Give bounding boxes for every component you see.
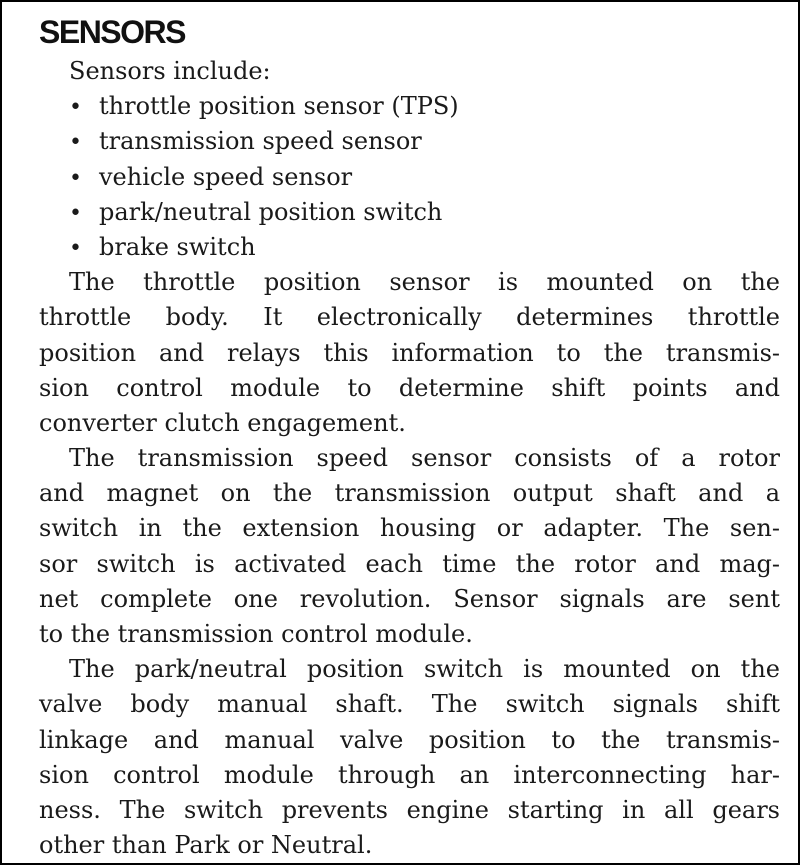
section-heading: SENSORS [39,14,185,50]
list-item-text: brake switch [99,232,256,261]
text-line: valve body manual shaft. The switch signals shift [39,690,780,719]
text-line: net complete one revolution. Sensor signals are sent [39,584,780,613]
text-line: The park/neutral position switch is mounted on the [69,655,780,684]
text-line: converter clutch engagement. [39,408,406,437]
text-line: position and relays this information to the transmis- [39,338,780,367]
text-line: and magnet on the transmission output shaft and a [39,479,780,508]
list-item [69,124,780,159]
bullet-icon: • [69,95,82,121]
list-item-text: throttle position sensor (TPS) [99,92,459,121]
list-item [69,230,780,265]
text-line: sor switch is activated each time the rotor and mag- [39,549,780,578]
intro-text: Sensors include: [69,57,271,85]
text-line: other than Park or Neutral. [39,831,373,860]
text-line: to the transmission control module. [39,620,473,648]
text-line: The transmission speed sensor consists of a rotor [69,444,780,473]
list-item-text: park/neutral position switch [99,197,443,226]
list-item [69,195,780,230]
text-line: The throttle position sensor is mounted on the [69,268,780,297]
sensor-list [39,89,780,265]
text-line: switch in the extension housing or adapter. The sen- [39,514,780,543]
paragraph-park-neutral-switch [39,652,780,863]
text-line: sion control module through an interconnecting har- [39,760,780,789]
text-line: linkage and manual valve position to the transmis- [39,725,780,754]
paragraph-tps [39,265,780,441]
bullet-icon: • [69,130,82,156]
list-item [69,89,780,124]
text-line: ness. The switch prevents engine starting in all gears [39,795,780,824]
bullet-icon: • [69,165,82,191]
list-item-text: transmission speed sensor [99,127,422,156]
list-item-text: vehicle speed sensor [99,162,353,191]
list-item [69,160,780,195]
bullet-icon: • [69,235,82,261]
bullet-icon: • [69,200,82,226]
paragraph-transmission-speed-sensor [39,441,780,652]
text-line: sion control module to determine shift points and [39,373,780,402]
text-line: throttle body. It electronically determines throttle [39,303,780,332]
